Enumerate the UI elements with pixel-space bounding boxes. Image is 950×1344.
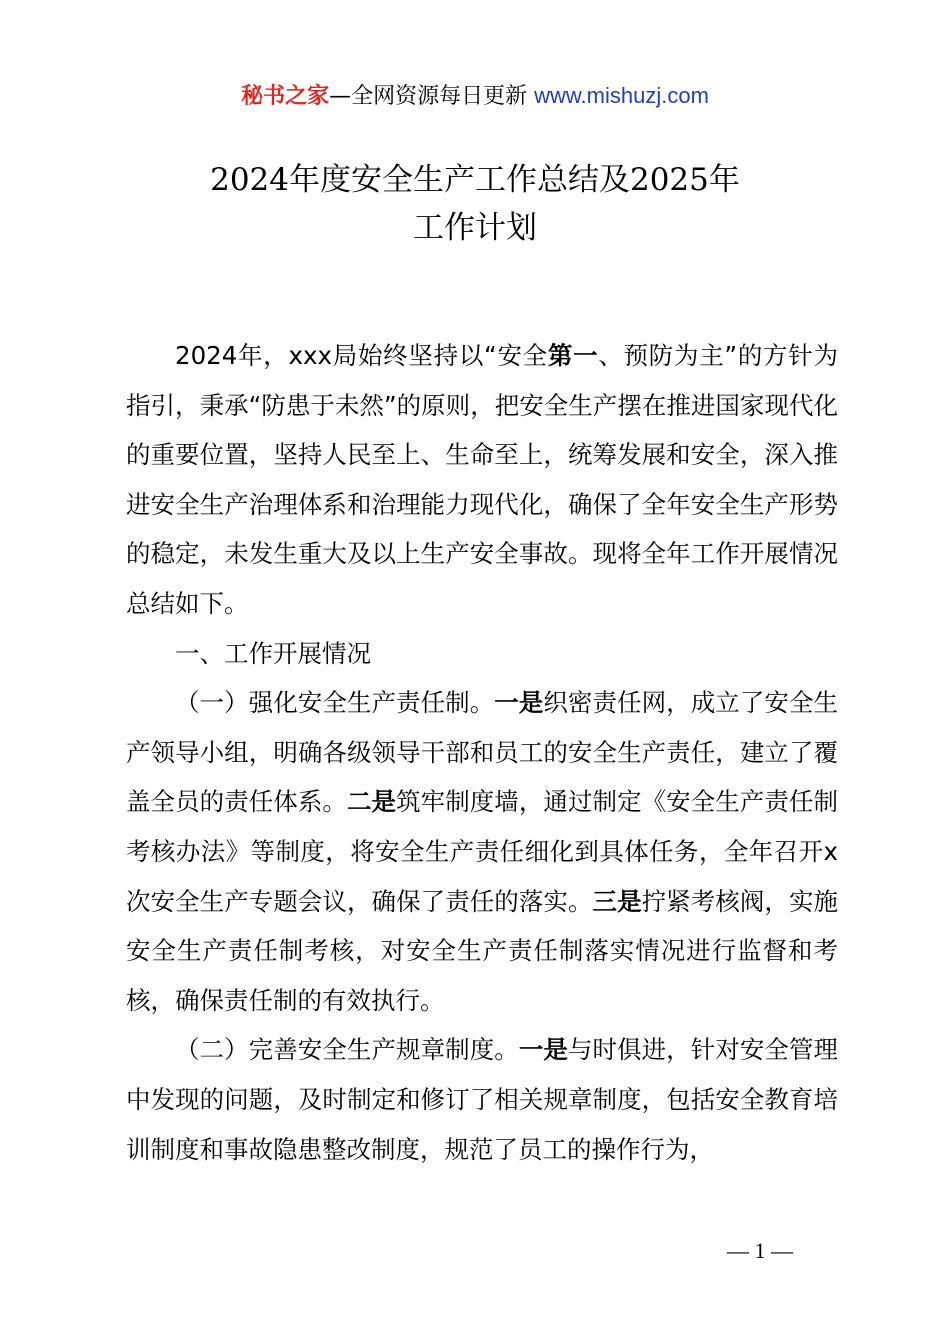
section-heading-1: 一、工作开展情况 [175, 638, 371, 668]
paragraph-responsibility [126, 678, 838, 1025]
point-marker-3: 三是 [592, 886, 642, 916]
document-title [120, 156, 830, 252]
point-text-1: 与时俱进，针对安全管理中发现的问题，及时制定和修订了相关规章制度，包括安全教育培训制度和事故隐患整改制度，规范了员工的操作行为， [126, 1035, 839, 1164]
paragraph-lead: （二）完善安全生产规章制度。 [175, 1035, 519, 1065]
paragraph-regulations [126, 1025, 838, 1174]
title-line-1: 2024年度安全生产工作总结及2025年 [210, 162, 740, 198]
title-line-2: 工作计划 [413, 210, 537, 246]
site-name: 秘书之家 [241, 84, 330, 109]
intro-text-c: 、预防为主”的方针为指引，秉承“防患于未然”的原则，把安全生产摆在推进国家现代化的重要位置，坚持人民至上、生命至上，统筹发展和安全，深入推进安全生产治理体系和治理能力现代化，确保了全年安全生产形势的稳定，未发生重大及以上生产安全事故。现将全年工作开展情况总结如下。 [126, 341, 838, 618]
point-text-1: 织密责任网，成立了安全生产领导小组，明确各级领导干部和员工的安全生产责任，建立了覆盖全员的责任体系。 [126, 688, 839, 817]
intro-text-a: 2024年，xxx局始终坚持以“安全 [175, 341, 548, 370]
point-marker-2: 二是 [346, 787, 397, 817]
paragraph-lead: （一）强化安全生产责任制。 [175, 688, 495, 718]
point-text-2: 筑牢制度墙，通过制定《安全生产责任制考核办法》等制度，将安全生产责任细化到具体任务，全年召开x次安全生产专题会议，确保了责任的落实。 [126, 787, 839, 916]
point-marker-1: 一是 [494, 688, 544, 718]
intro-text-bold: 第一 [547, 341, 599, 370]
point-marker-1: 一是 [518, 1035, 568, 1065]
document-body [126, 331, 838, 1174]
intro-paragraph [126, 331, 838, 629]
site-header [0, 80, 950, 113]
page-number: — 1 — [727, 1238, 793, 1263]
site-url-link[interactable]: www.mishuzj.com [534, 83, 709, 108]
site-slogan: —全网资源每日更新 [329, 84, 535, 109]
point-text-3: 拧紧考核阀，实施安全生产责任制考核，对安全生产责任制落实情况进行监督和考核，确保责任制的有效执行。 [126, 886, 838, 1015]
